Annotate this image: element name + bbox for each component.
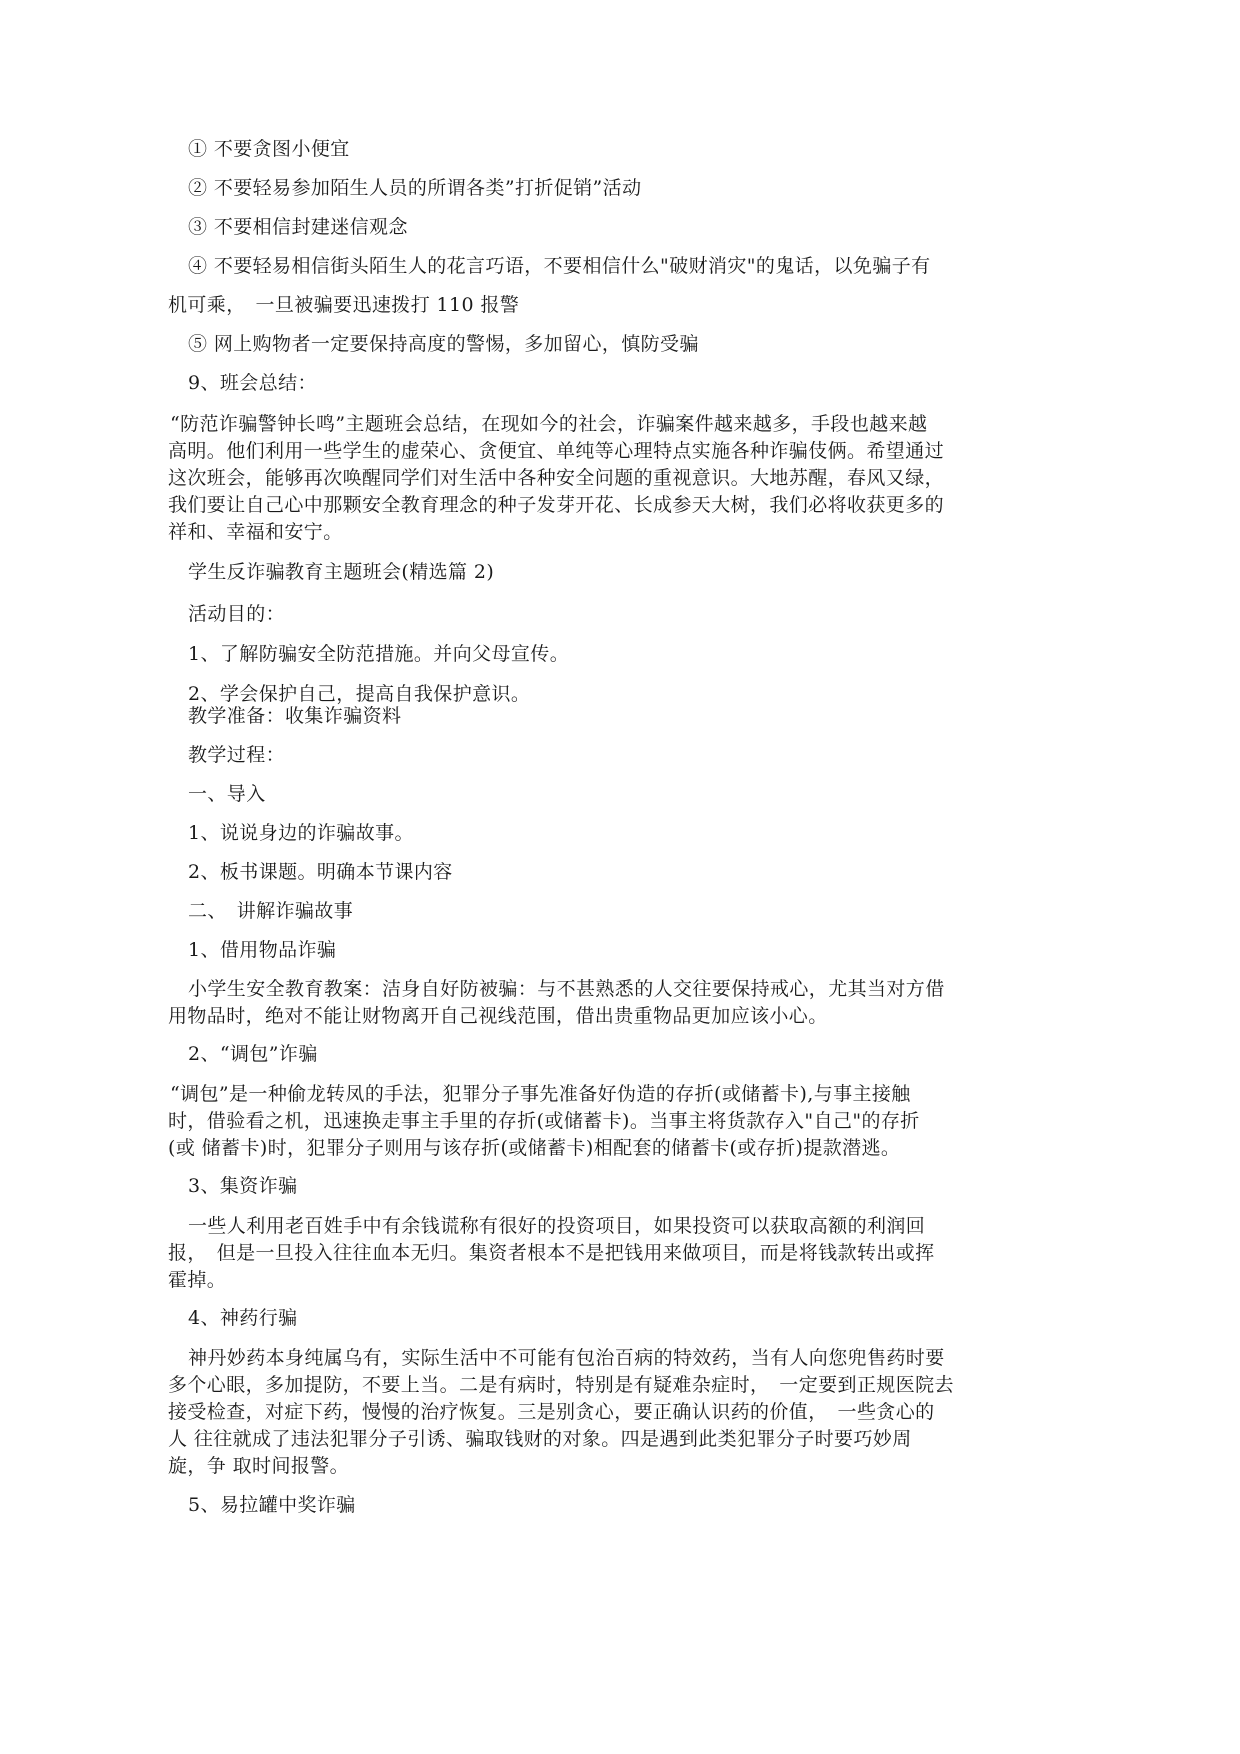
text-line: 1、借用物品诈骗 — [188, 939, 337, 961]
text-line: 一些人利用老百姓手中有余钱谎称有很好的投资项目，如果投资可以获取高额的利润回 — [188, 1215, 926, 1237]
text-line: 教学过程： — [188, 744, 286, 766]
text-line: ④ 不要轻易相信街头陌生人的花言巧语，不要相信什么"破财消灾"的鬼话，以免骗子有 — [188, 255, 931, 277]
text-line: 高明。他们利用一些学生的虚荣心、贪便宜、单纯等心理特点实施各种诈骗伎俩。希望通过 — [168, 440, 945, 462]
text-line: ③ 不要相信封建迷信观念 — [188, 216, 408, 238]
text-line: 这次班会，能够再次唤醒同学们对生活中各种安全问题的重视意识。大地苏醒，春风又绿， — [168, 467, 945, 489]
text-line: 小学生安全教育教案：洁身自好防被骗：与不甚熟悉的人交往要保持戒心，尤其当对方借 — [188, 978, 945, 1000]
text-line: 用物品时，绝对不能让财物离开自己视线范围，借出贵重物品更加应该小心。 — [168, 1005, 828, 1027]
text-line: 2、“调包”诈骗 — [188, 1043, 318, 1065]
text-line: ① 不要贪图小便宜 — [188, 138, 350, 160]
text-line: 人 往往就成了违法犯罪分子引诱、骗取钱财的对象。四是遇到此类犯罪分子时要巧妙周 — [168, 1428, 912, 1450]
text-line: 9、班会总结： — [188, 372, 317, 394]
text-line: ② 不要轻易参加陌生人员的所谓各类”打折促销”活动 — [188, 177, 642, 199]
text-line: 活动目的： — [188, 603, 286, 625]
text-line: 多个心眼，多加提防，不要上当。二是有病时，特别是有疑难杂症时， 一定要到正规医院去 — [168, 1374, 954, 1396]
text-line: 机可乘， 一旦被骗要迅速拨打 110 报警 — [168, 294, 520, 316]
text-line: “防范诈骗警钟长鸣”主题班会总结，在现如今的社会，诈骗案件越来越多，手段也越来越 — [170, 413, 928, 435]
text-line: 3、集资诈骗 — [188, 1175, 298, 1197]
text-line: 学生反诈骗教育主题班会(精选篇 2) — [188, 561, 495, 583]
text-line: 神丹妙药本身纯属乌有，实际生活中不可能有包治百病的特效药，当有人向您兜售药时要 — [188, 1347, 945, 1369]
text-line: 5、易拉罐中奖诈骗 — [188, 1494, 356, 1516]
text-line: 一、导入 — [188, 783, 266, 805]
text-line: 教学准备：收集诈骗资料 — [188, 705, 402, 727]
text-line: “调包”是一种偷龙转凤的手法，犯罪分子事先准备好伪造的存折(或储蓄卡),与事主接触 — [170, 1083, 911, 1105]
text-line: 4、神药行骗 — [188, 1307, 298, 1329]
text-line: 二、 讲解诈骗故事 — [188, 900, 354, 922]
text-line: 时，借验看之机，迅速换走事主手里的存折(或储蓄卡)。当事主将货款存入"自己"的存折 — [168, 1110, 920, 1132]
text-line: 2、学会保护自己，提高自我保护意识。 — [188, 683, 531, 705]
text-line: ⑤ 网上购物者一定要保持高度的警惕，多加留心，慎防受骗 — [188, 333, 699, 355]
text-line: 祥和、幸福和安宁。 — [168, 521, 343, 543]
text-line: 我们要让自己心中那颗安全教育理念的种子发芽开花、长成参天大树，我们必将收获更多的 — [168, 494, 945, 516]
text-line: 1、了解防骗安全防范措施。并向父母宣传。 — [188, 643, 570, 665]
text-line: 霍掉。 — [168, 1269, 227, 1291]
text-line: 旋，争 取时间报警。 — [168, 1455, 350, 1477]
text-line: (或 储蓄卡)时，犯罪分子则用与该存折(或储蓄卡)相配套的储蓄卡(或存折)提款潜逃。 — [168, 1137, 901, 1159]
text-line: 报， 但是一旦投入往往血本无归。集资者根本不是把钱用来做项目，而是将钱款转出或挥 — [168, 1242, 935, 1264]
text-line: 1、说说身边的诈骗故事。 — [188, 822, 414, 844]
text-line: 接受检查，对症下药，慢慢的治疗恢复。三是别贪心，要正确认识药的价值， 一些贪心的 — [168, 1401, 935, 1423]
text-line: 2、板书课题。明确本节课内容 — [188, 861, 453, 883]
